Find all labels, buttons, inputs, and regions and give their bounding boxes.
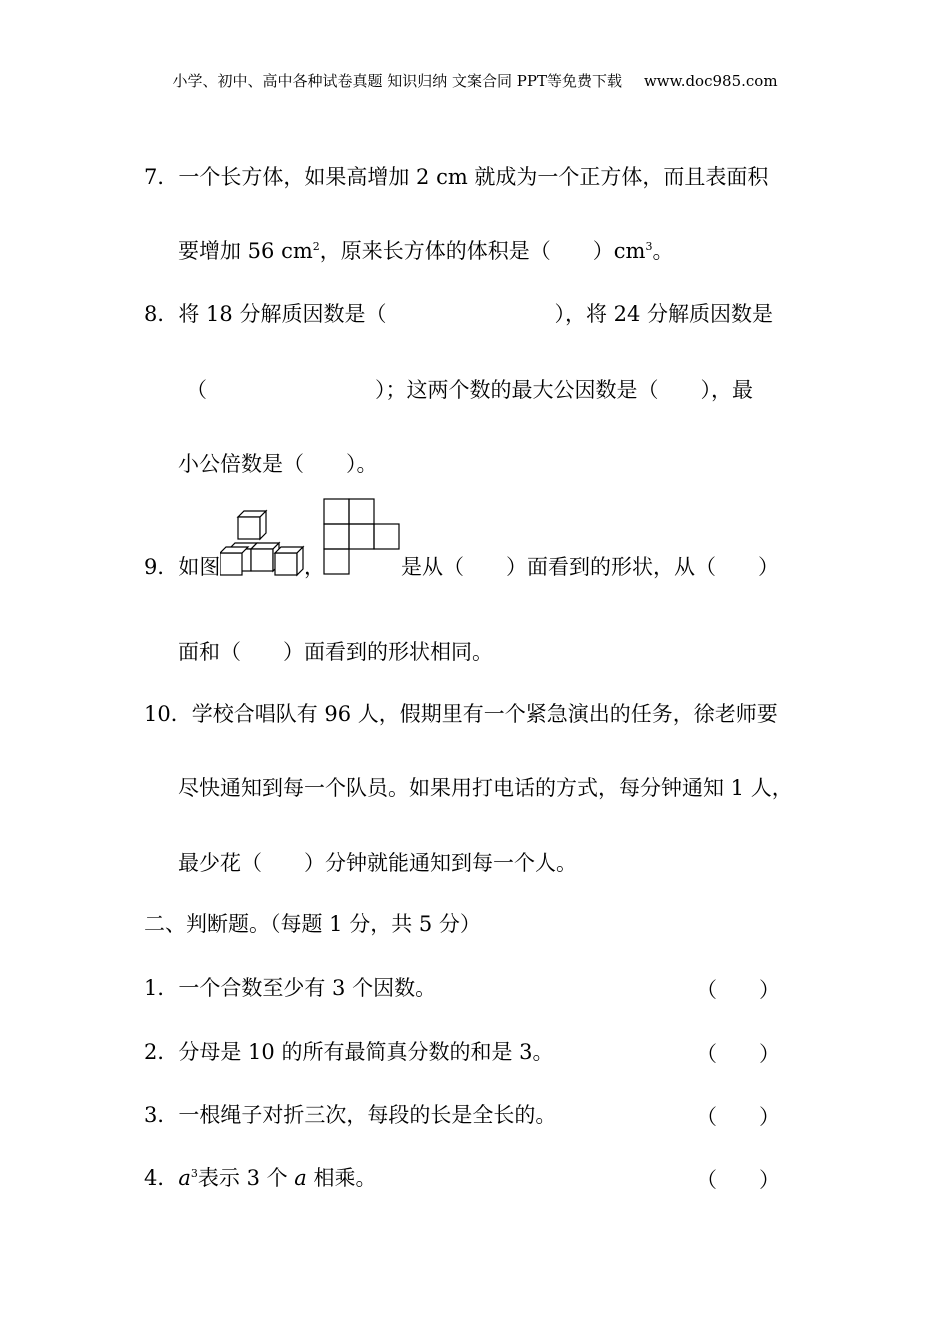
q7-line2-a: 要增加 56 cm	[178, 239, 313, 263]
q10-line1	[144, 700, 778, 728]
judge-item-text: 一个合数至少有 3 个因数。	[178, 976, 437, 1000]
judge-item-text-b: 相乘。	[306, 1166, 377, 1190]
q7-line1-text: 一个长方体，如果高增加 2 cm 就成为一个正方体，而且表面积	[178, 165, 769, 189]
q10-line2-text: 尽快通知到每一个队员。如果用打电话的方式，每分钟通知 1 人，	[178, 776, 793, 800]
q10-number: 10．	[144, 702, 192, 726]
q9-comma: ，	[304, 555, 325, 579]
judge-item-4	[144, 1164, 377, 1192]
page-header	[0, 70, 950, 91]
judge-item-3	[144, 1101, 556, 1129]
judge-item-number: 1．	[144, 976, 179, 1000]
judge-item-number: 4．	[144, 1166, 179, 1190]
q7-line2-c: 。	[652, 239, 674, 263]
q7-line1	[144, 163, 768, 191]
q9-line2-text: 面和（ ）面看到的形状相同。	[178, 640, 493, 664]
judge-answer-1[interactable]: （ ）	[696, 978, 780, 1002]
q7-line2	[178, 237, 673, 265]
cube-stack-figure-icon	[220, 507, 306, 577]
q7-line2-b: ，原来长方体的体积是（ ）cm	[319, 239, 646, 263]
judge-answer-4[interactable]: （ ）	[696, 1168, 780, 1192]
q9-line1-rest-text: 是从（ ）面看到的形状，从（ ）	[401, 555, 779, 579]
q8-line2	[186, 376, 753, 404]
variable-a: a	[294, 1166, 307, 1190]
judge-item-2	[144, 1038, 553, 1066]
exponent-3: 3	[190, 1167, 198, 1180]
q8-number: 8．	[144, 302, 179, 326]
q7-number: 7．	[144, 165, 179, 189]
judge-answer-3[interactable]: （ ）	[696, 1105, 780, 1129]
q10-line3	[178, 849, 577, 877]
q10-line2	[178, 774, 793, 802]
q9-line2	[178, 638, 493, 666]
section2-title: 二、判断题。（每题 1 分，共 5 分）	[144, 912, 481, 936]
q7-sup-2: 2	[312, 240, 320, 253]
q8-line3	[178, 450, 378, 478]
judge-item-text: 分母是 10 的所有最简真分数的和是 3。	[178, 1040, 554, 1064]
judge-item-number: 2．	[144, 1040, 179, 1064]
header-url: www.doc985.com	[643, 72, 778, 90]
judge-item-1	[144, 974, 436, 1002]
q10-line3-text: 最少花（ ）分钟就能通知到每一个人。	[178, 851, 577, 875]
q9-prefix: 如图	[178, 555, 221, 579]
q8-line3-text: 小公倍数是（ ）。	[178, 452, 378, 476]
judge-answer-2[interactable]: （ ）	[696, 1042, 780, 1066]
judge-item-text: 一根绳子对折三次，每段的长是全长的。	[178, 1103, 557, 1127]
q9-line1-rest	[401, 553, 779, 581]
q7-sup-3: 3	[645, 240, 653, 253]
q9-number: 9．	[144, 555, 179, 579]
q8-line1-text: 将 18 分解质因数是（ ），将 24 分解质因数是	[178, 302, 774, 326]
q9-line1-start	[144, 553, 220, 581]
judge-item-text-a: 表示 3 个	[197, 1166, 295, 1190]
q8-line1	[144, 300, 773, 328]
q10-line1-text: 学校合唱队有 96 人，假期里有一个紧急演出的任务，徐老师要	[191, 702, 778, 726]
square-view-figure-icon	[323, 498, 401, 578]
q8-line2-text: （ ）；这两个数的最大公因数是（ ），最	[186, 378, 753, 402]
header-left-text: 小学、初中、高中各种试卷真题 知识归纳 文案合同 PPT等免费下载	[172, 72, 622, 90]
judge-item-number: 3．	[144, 1103, 179, 1127]
variable-a: a	[178, 1166, 191, 1190]
